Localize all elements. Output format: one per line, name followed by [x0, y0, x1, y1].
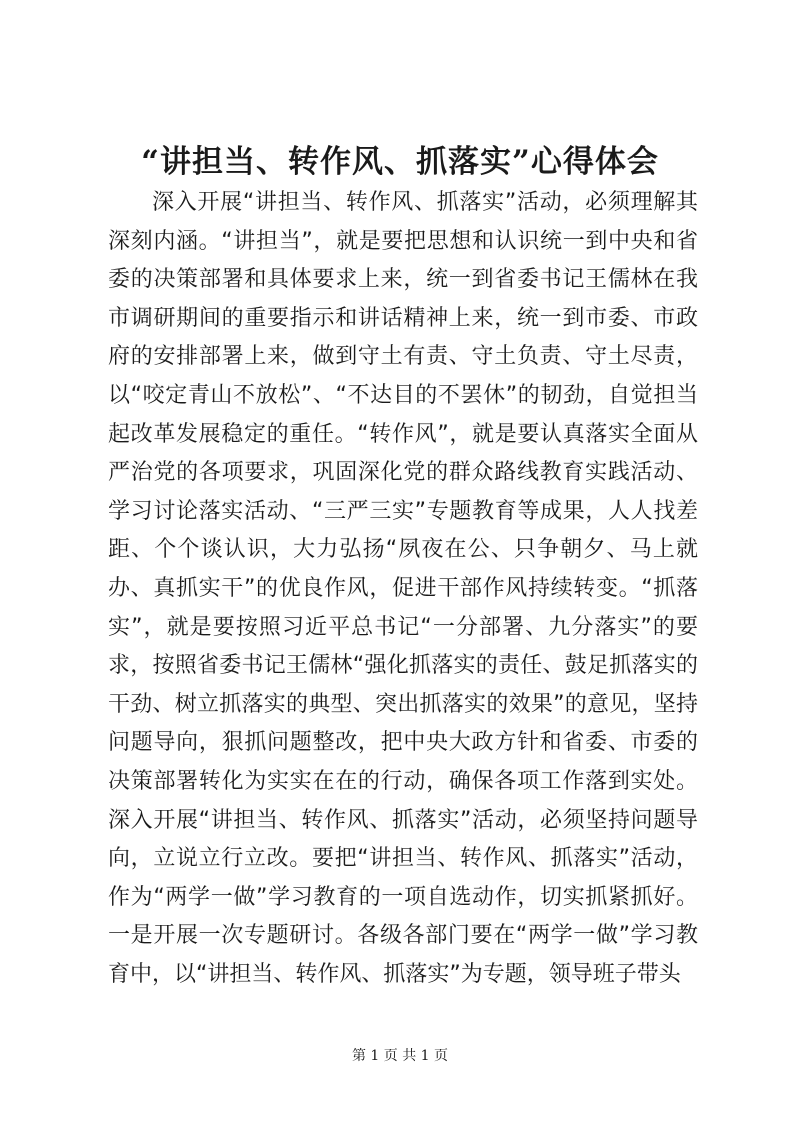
page-footer: 第 1 页 共 1 页 [351, 1048, 449, 1064]
document-body-paragraph: 深入开展“讲担当、转作风、抓落实”活动，必须理解其深刻内涵。“讲担当”，就是要把思想和认识统一到中央和省委的决策部署和具体要求上来，统一到省委书记王儒林在我市调研期间的重要指示和讲话精神上来，统一到市委、市政府的安排部署上来，做到守土有责、守土负责、守土尽责，以“咬定青山不放松”、“不达目的不罢休”的韧劲，自觉担当起改革发展稳定的重任。“转作风”，就是要认真落实全面从严治党的各项要求，巩固深化党的群众路线教育实践活动、学习讨论落实活动、“三严三实”专题教育等成果，人人找差距、个个谈认识，大力弘扬“夙夜在公、只争朝夕、马上就办、真抓实干”的优良作风，促进干部作风持续转变。“抓落实”，就是要按照习近平总书记“一分部署、九分落实”的要求，按照省委书记王儒林“强化抓落实的责任、鼓足抓落实的干劲、树立抓落实的典型、突出抓落实的效果”的意见，坚持问题导向，狠抓问题整改，把中央大政方针和省委、市委的决策部署转化为实实在在的行动，确保各项工作落到实处。深入开展“讲担当、转作风、抓落实”活动，必须坚持问题导向，立说立行立改。要把“讲担当、转作风、抓落实”活动，作为“两学一做”学习教育的一项自选动作，切实抓紧抓好。一是开展一次专题研讨。各级各部门要在“两学一做”学习教育中，以“讲担当、转作风、抓落实”为专题，领导班子带头 [108, 190, 698, 987]
document-title: “讲担当、转作风、抓落实”心得体会 [141, 144, 659, 180]
